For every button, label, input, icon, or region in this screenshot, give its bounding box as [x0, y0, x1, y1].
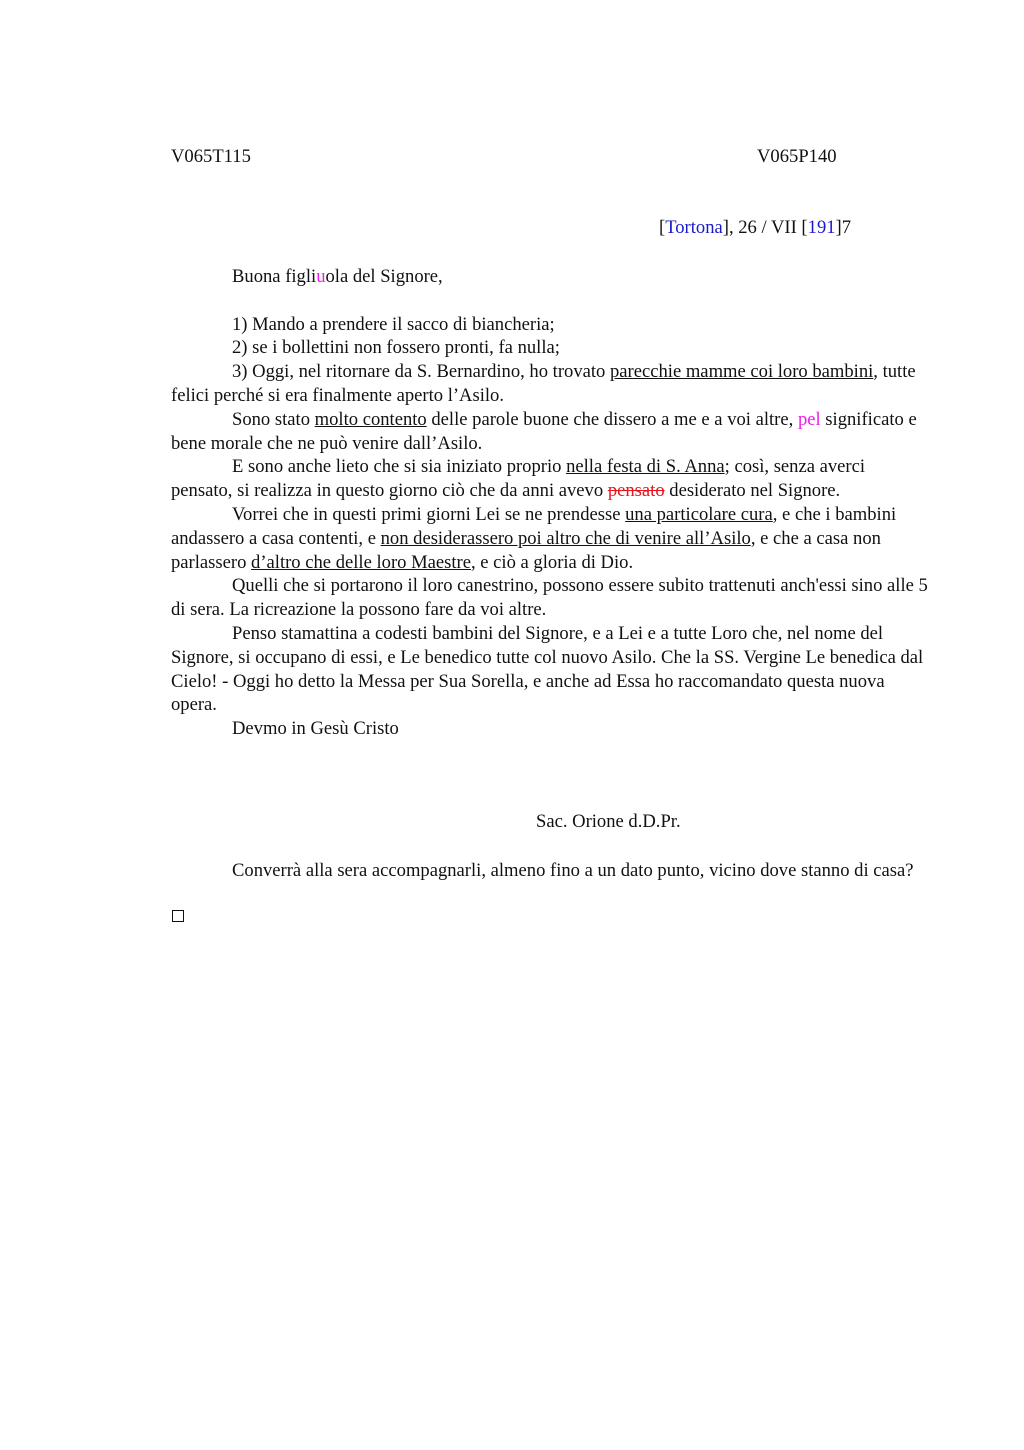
- signature: Sac. Orione d.D.Pr.: [536, 811, 681, 832]
- postscript-text: Converrà alla sera accompagnarli, almeno fino a un dato punto, vicino dove stanno di casa?: [232, 860, 914, 881]
- list-item-3-end: , tutte felici perché si era finalmente aperto l’Asilo.: [171, 361, 916, 406]
- p3-underlined-1: una particolare cura: [625, 503, 773, 525]
- p3-start: Vorrei che in questi primi giorni Lei se ne prendesse: [232, 503, 626, 525]
- list-item-2: 2) se i bollettini non fossero pronti, fa nulla;: [232, 337, 560, 359]
- list-item-3: [171, 360, 931, 408]
- list-item-3-start: 3) Oggi, nel ritornare da S. Bernardino, ho trovato: [232, 361, 610, 383]
- closing: Devmo in Gesù Cristo: [232, 718, 399, 740]
- dateline-date-mid: ], 26 / VII [: [722, 217, 808, 238]
- p3-underlined-2: non desiderassero poi altro che di venire all’Asilo: [380, 527, 751, 549]
- p2-mid: ; così, senza averci pensato, si realizza in questo giorno ciò che da anni avevo: [171, 456, 866, 502]
- paragraph-4: Quelli che si portarono il loro canestrino, possono essere subito trattenuti anch'essi sino alle 5 di sera. La ricreazione la possono fare da voi altre.: [171, 575, 928, 621]
- end-marker-box: [172, 910, 184, 922]
- p1-underlined: molto contento: [314, 408, 427, 430]
- p1-correction: pel: [797, 408, 821, 430]
- paragraph-5: Penso stamattina a codesti bambini del Signore, e a Lei e a tutte Loro che, nel nome del Signore, si occupano di essi, e Le benedico tutte col nuovo Asilo. Che la SS. Vergine Le benedica dal Cielo! - Oggi ho detto la Messa per Sua Sorella, e anche ad Essa ho raccomandato questa nuova opera.: [171, 622, 924, 716]
- p2-start: E sono anche lieto che si sia iniziato proprio: [232, 456, 567, 478]
- letter-body: [171, 265, 931, 741]
- reference-code-text: V065T115: [171, 146, 251, 167]
- dateline-date-end: ]7: [835, 217, 852, 238]
- salutation: [171, 265, 931, 289]
- list-item-3-underlined: parecchie mamme coi loro bambini: [609, 361, 874, 383]
- dateline: [659, 217, 851, 239]
- p3-mid-2: , e che a casa non parlassero: [171, 527, 881, 573]
- p2-end: desiderato nel Signore.: [664, 480, 841, 502]
- p1-end: significato e bene morale che ne può venire dall’Asilo.: [171, 408, 917, 454]
- p1-start: Sono stato: [232, 408, 315, 430]
- salutation-correction: u: [316, 266, 326, 287]
- salutation-before: Buona figli: [232, 266, 317, 287]
- paragraph-1: [171, 408, 931, 456]
- p3-mid-1: , e che i bambini andassero a casa contenti, e: [171, 503, 897, 549]
- salutation-after: ola del Signore,: [325, 266, 443, 287]
- p1-mid: delle parole buone che dissero a me e a voi altre,: [426, 408, 798, 430]
- p2-deleted-word: pensato: [607, 480, 665, 502]
- p3-underlined-3: d’altro che delle loro Maestre: [251, 551, 471, 573]
- dateline-bracket-open: [: [659, 217, 666, 238]
- dateline-place: Tortona: [665, 217, 723, 238]
- reference-code-page: V065P140: [757, 146, 837, 167]
- p3-end: , e ciò a gloria di Dio.: [470, 551, 634, 573]
- dateline-year-fragment: 191: [807, 217, 836, 238]
- paragraph-3: [171, 503, 931, 574]
- list-item-1: 1) Mando a prendere il sacco di biancheria;: [232, 313, 555, 335]
- p2-underlined: nella festa di S. Anna: [566, 456, 725, 478]
- postscript: [171, 859, 931, 883]
- paragraph-2: [171, 455, 931, 503]
